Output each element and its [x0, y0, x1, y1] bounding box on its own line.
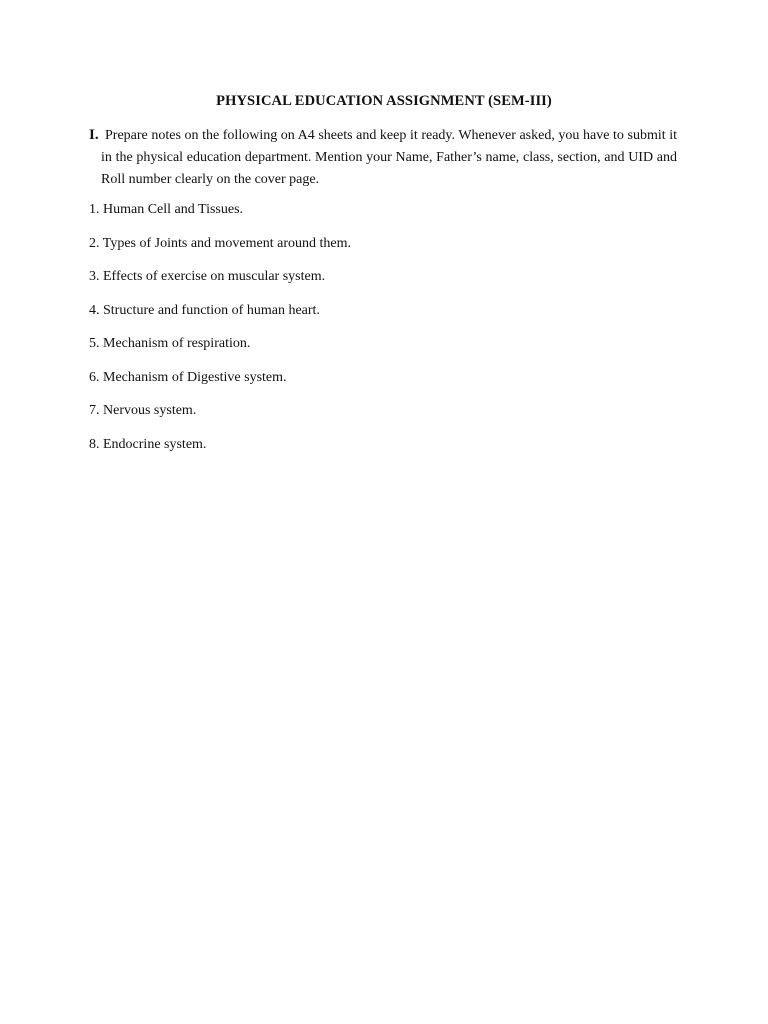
- list-item: 5. Mechanism of respiration.: [89, 336, 251, 351]
- instruction-marker: I.: [89, 127, 99, 143]
- topic-list: [89, 199, 351, 467]
- list-item: 3. Effects of exercise on muscular system.: [89, 269, 326, 284]
- list-item: 7. Nervous system.: [89, 403, 197, 418]
- page-title: PHYSICAL EDUCATION ASSIGNMENT (SEM-III): [216, 93, 552, 109]
- list-item: 4. Structure and function of human heart.: [89, 302, 320, 318]
- instruction-text: Prepare notes on the following on A4 sheets and keep it ready. Whenever asked, you have to submit it in the physical education department. Mention your Name, Father’s name, class, section, and UID and Roll number clearly on the cover page.: [101, 128, 677, 187]
- list-item: 2. Types of Joints and movement around them.: [89, 235, 352, 251]
- instruction-paragraph: [89, 124, 677, 191]
- list-item: 1. Human Cell and Tissues.: [89, 202, 244, 217]
- list-item: 6. Mechanism of Digestive system.: [89, 369, 287, 385]
- list-item: 8. Endocrine system.: [89, 436, 207, 452]
